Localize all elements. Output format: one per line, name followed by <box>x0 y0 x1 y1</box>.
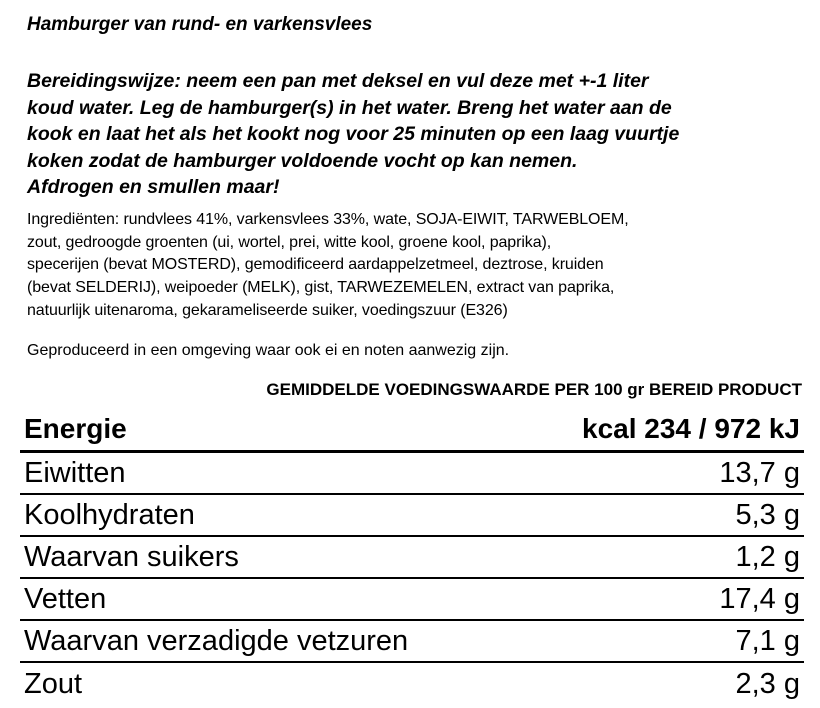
nutrient-label: Koolhydraten <box>24 498 195 531</box>
nutrition-row-energy <box>20 408 804 453</box>
ingredients-line: Ingrediënten: rundvlees 41%, varkensvlees 33%, wate, SOJA-EIWIT, TARWEBLOEM, <box>27 211 629 228</box>
nutrient-label: Waarvan verzadigde vetzuren <box>24 624 409 657</box>
ingredients-line: (bevat SELDERIJ), weipoeder (MELK), gist, TARWEZEMELEN, extract van paprika, <box>27 279 615 297</box>
allergen-note: Geproduceerd in een omgeving waar ook ei en noten aanwezig zijn. <box>27 342 510 359</box>
nutrition-row-saturated-fat <box>20 621 804 663</box>
ingredients-line: specerijen (bevat MOSTERD), gemodificeerd aardappelzetmeel, deztrose, kruiden <box>27 256 604 274</box>
nutrition-row-salt <box>20 663 804 705</box>
nutrition-row-carbohydrates <box>20 495 804 537</box>
preparation-line: koken zodat de hamburger voldoende vocht op kan nemen. <box>27 149 578 172</box>
ingredients-list <box>27 209 807 323</box>
nutrition-table <box>20 408 804 705</box>
product-title: Hamburger van rund- en varkensvlees <box>27 14 373 35</box>
nutrient-value: 1,2 g <box>735 540 800 573</box>
preparation-instructions <box>27 68 807 201</box>
nutrition-table-heading: GEMIDDELDE VOEDINGSWAARDE PER 100 gr BEREID PRODUCT <box>266 380 802 399</box>
nutrient-label: Eiwitten <box>24 456 126 489</box>
ingredients-line: natuurlijk uitenaroma, gekarameliseerde suiker, voedingszuur (E326) <box>27 301 508 319</box>
preparation-line: kook en laat het als het kookt nog voor 25 minuten op een laag vuurtje <box>27 123 680 145</box>
nutrient-value: 5,3 g <box>735 498 800 531</box>
nutrition-row-protein <box>20 453 804 495</box>
nutrient-label: Waarvan suikers <box>24 540 239 573</box>
preparation-line: Bereidingswijze: neem een pan met deksel en vul deze met +-1 liter <box>27 70 649 92</box>
nutrient-value: 2,3 g <box>735 667 800 700</box>
nutrient-label: Vetten <box>24 582 107 615</box>
nutrient-value: 17,4 g <box>719 582 800 615</box>
nutrient-value: 7,1 g <box>735 624 800 657</box>
nutrient-value: kcal 234 / 972 kJ <box>582 413 800 444</box>
ingredients-line: zout, gedroogde groenten (ui, wortel, prei, witte kool, groene kool, paprika), <box>27 233 552 251</box>
nutrition-row-fat <box>20 579 804 621</box>
nutrient-value: 13,7 g <box>719 456 800 489</box>
nutrient-label: Zout <box>24 667 83 700</box>
nutrition-row-sugars <box>20 537 804 579</box>
preparation-line: koud water. Leg de hamburger(s) in het water. Breng het water aan de <box>27 96 672 119</box>
nutrient-label: Energie <box>24 413 127 444</box>
preparation-line: Afdrogen en smullen maar! <box>27 176 280 198</box>
